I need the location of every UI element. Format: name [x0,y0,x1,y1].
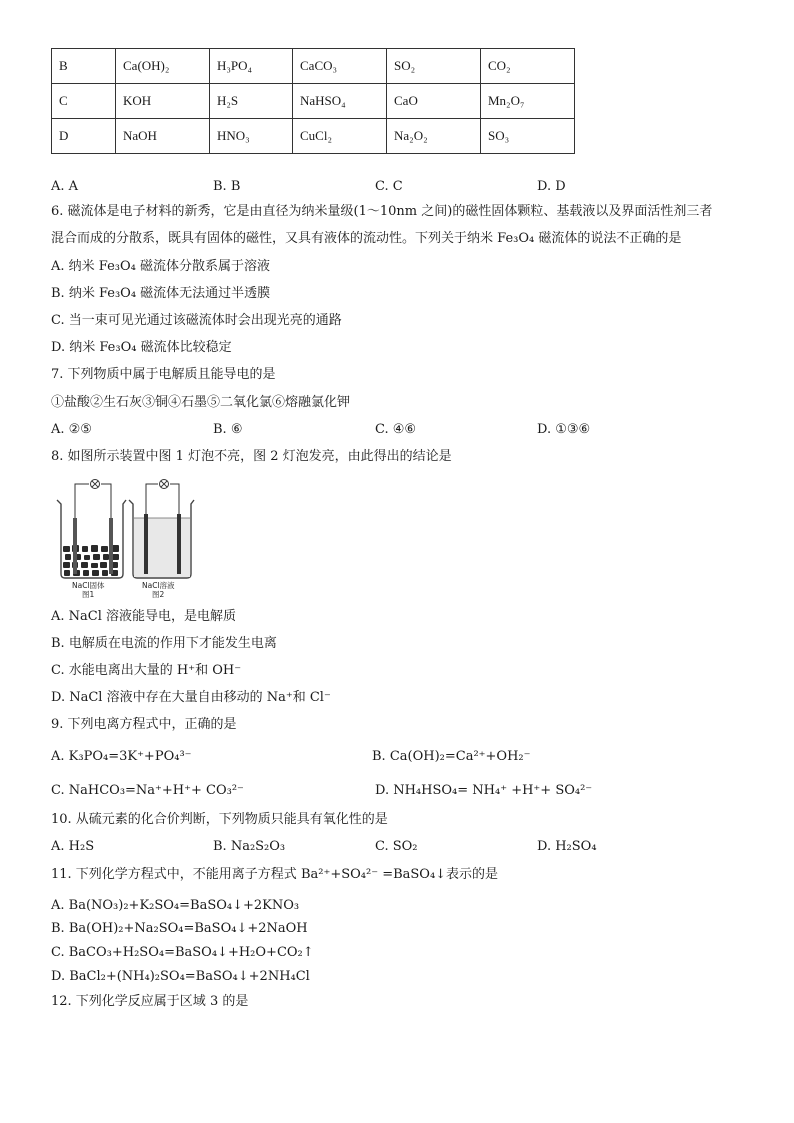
q6-option-a: A. 纳米 Fe₃O₄ 磁流体分散系属于溶液 [51,259,271,274]
q10-option-d: D. H₂SO₄ [537,839,597,854]
table-cell: SO₃ [481,119,575,154]
q9-option-c: C. NaHCO₃=Na⁺+H⁺+ CO₃²⁻ [51,783,244,798]
q6-option-b: B. 纳米 Fe₃O₄ 磁流体无法通过半透膜 [51,286,271,301]
q5-option-c: C. C [375,179,403,194]
table-cell: B [52,49,116,84]
table-cell: H₂S [210,84,293,119]
figure2-caption: 图2 [152,590,165,599]
figure1-caption: 图1 [82,590,95,599]
q10-stem: 10. 从硫元素的化合价判断，下列物质只能具有氧化性的是 [51,812,388,827]
table-cell: H₃PO₄ [210,49,293,84]
q11-option-d: D. BaCl₂+(NH₄)₂SO₄=BaSO₄↓+2NH₄Cl [51,969,310,984]
table-cell: CaCO₃ [293,49,387,84]
electrode-2a [144,514,148,574]
q11-option-c: C. BaCO₃+H₂SO₄=BaSO₄↓+H₂O+CO₂↑ [51,945,314,960]
q6-stem-line2: 混合而成的分散系，既具有固体的磁性，又具有液体的流动性。下列关于纳米 Fe₃O₄ 磁流体的说法不正确的是 [51,231,682,246]
q7-option-c: C. ④⑥ [375,422,417,437]
table-cell: HNO₃ [210,119,293,154]
nacl-solution [134,518,190,577]
table-cell: Ca(OH)₂ [116,49,210,84]
q8-stem: 8. 如图所示装置中图 1 灯泡不亮，图 2 灯泡发亮，由此得出的结论是 [51,449,452,464]
q7-stem: 7. 下列物质中属于电解质且能导电的是 [51,367,276,382]
q6-stem-line1: 6. 磁流体是电子材料的新秀，它是由直径为纳米量级(1～10nm 之间)的磁性固体颗粒、基载液以及界面活性剂三者 [51,204,713,219]
electrode-1b [109,518,113,574]
circuit-1 [75,480,111,543]
q11-stem: 11. 下列化学方程式中，不能用离子方程式 Ba²⁺+SO₄²⁻ =BaSO₄↓表示的是 [51,867,499,882]
table-cell: NaHSO₄ [293,84,387,119]
q10-option-c: C. SO₂ [375,839,418,854]
q5-option-b: B. B [213,179,241,194]
electrode-1a [73,518,77,574]
table-cell: KOH [116,84,210,119]
q7-option-b: B. ⑥ [213,422,243,437]
table-cell: CuCl₂ [293,119,387,154]
q12-stem: 12. 下列化学反应属于区域 3 的是 [51,994,249,1009]
q8-option-d: D. NaCl 溶液中存在大量自由移动的 Na⁺和 Cl⁻ [51,690,331,705]
table-cell: D [52,119,116,154]
q11-option-b: B. Ba(OH)₂+Na₂SO₄=BaSO₄↓+2NaOH [51,921,308,936]
table-cell: Na₂O₂ [387,119,481,154]
q9-option-d: D. NH₄HSO₄= NH₄⁺ +H⁺+ SO₄²⁻ [375,783,593,798]
q5-option-d: D. D [537,179,566,194]
table-cell: SO₂ [387,49,481,84]
table-cell: C [52,84,116,119]
q10-option-b: B. Na₂S₂O₃ [213,839,286,854]
table-row [52,49,575,84]
q10-option-a: A. H₂S [51,839,95,854]
q5-option-a: A. A [51,179,79,194]
q7-substance-list: ①盐酸②生石灰③铜④石墨⑤二氧化氯⑥熔融氯化钾 [51,395,351,410]
table-cell: Mn₂O₇ [481,84,575,119]
classification-table [51,48,575,154]
q6-option-d: D. 纳米 Fe₃O₄ 磁流体比较稳定 [51,340,232,355]
beaker-diagram [51,478,196,582]
q6-option-c: C. 当一束可见光通过该磁流体时会出现光亮的通路 [51,313,342,328]
q9-option-b: B. Ca(OH)₂=Ca²⁺+OH₂⁻ [372,749,531,764]
q8-option-b: B. 电解质在电流的作用下才能发生电离 [51,636,277,651]
table-row [52,119,575,154]
q7-option-d: D. ①③⑥ [537,422,591,437]
q8-option-c: C. 水能电离出大量的 H⁺和 OH⁻ [51,663,242,678]
q9-option-a: A. K₃PO₄=3K⁺+PO₄³⁻ [51,749,192,764]
table-cell: CaO [387,84,481,119]
figure2-label: NaCl溶液 [142,581,175,590]
figure1-label: NaCl固体 [72,581,105,590]
q11-option-a: A. Ba(NO₃)₂+K₂SO₄=BaSO₄↓+2KNO₃ [51,898,300,913]
electrode-2b [177,514,181,574]
table-row [52,84,575,119]
q7-option-a: A. ②⑤ [51,422,92,437]
conductivity-figure [51,478,196,600]
table-cell: NaOH [116,119,210,154]
q8-option-a: A. NaCl 溶液能导电，是电解质 [51,609,237,624]
q9-stem: 9. 下列电离方程式中，正确的是 [51,717,237,732]
table-cell: CO₂ [481,49,575,84]
